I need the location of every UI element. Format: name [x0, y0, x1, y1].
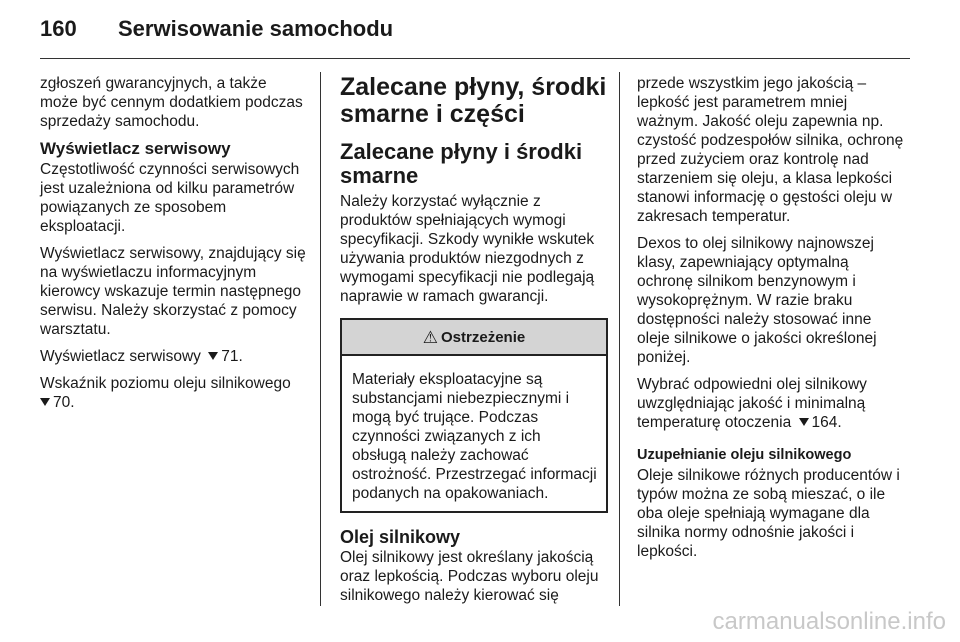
engine-oil-paragraph: Olej silnikowy jest określany jakością oraz lepkością. Podczas wyboru oleju silnikowego należy kierować się — [340, 549, 599, 604]
oil-quality-paragraph: przede wszystkim jego jakością – lepkość jest parametrem mniej ważnym. Jakość oleju zapewnia np. czystość podzespołów silnika, ochronę przed zużyciem oraz kontrolę nad starzeniem się oleju, a klasa lepkości stanowi informację o gęstości oleju w zakresach temperatur. — [637, 75, 904, 225]
warning-body: Materiały eksploatacyjne są substancjami niebezpiecznymi i mogą być trujące. Podczas czynności związanych z ich obsługą należy zachować ostrożność. Przestrzegać informacji podanych na opakowaniach. — [352, 371, 597, 502]
watermark: carmanualsonline.info — [712, 608, 946, 635]
page-ref-link[interactable]: 164. — [811, 414, 842, 431]
page-header — [40, 16, 910, 56]
column-divider-right — [619, 72, 620, 606]
page-number: 160 — [40, 16, 77, 41]
page-ref-icon — [40, 398, 50, 406]
page-ref-link[interactable]: 71. — [221, 348, 243, 365]
page-ref-icon — [799, 418, 809, 426]
warranty-paragraph: zgłoszeń gwarancyjnych, a także może być cennym dodatkiem podczas sprzedaży samochodu. — [40, 75, 303, 130]
warning-box — [340, 318, 608, 513]
subsection-heading: Zalecane płyny i środki smarne — [340, 139, 583, 188]
warning-triangle-icon: ⚠ — [422, 327, 439, 347]
page-ref-icon — [208, 352, 218, 360]
oil-level-ref — [40, 374, 308, 412]
warning-title: Ostrzeżenie — [441, 328, 526, 346]
ref-text: Wybrać odpowiedni olej silnikowy uwzględniając jakość i minimalną temperaturę otoczenia — [637, 376, 867, 431]
dexos-paragraph: Dexos to olej silnikowy najnowszej klasy, zapewniający optymalną ochronę silnikom benzynowym i wysokoprężnym. W razie braku dostępności należy stosować inne oleje silnikowe o jakości określonej poniżej. — [637, 235, 877, 366]
column-right — [637, 74, 905, 569]
column-middle — [340, 74, 608, 613]
page-ref-link[interactable]: 70. — [53, 394, 75, 411]
service-display-heading: Wyświetlacz serwisowy — [40, 139, 231, 158]
oil-selection-paragraph — [637, 375, 905, 432]
ref-text: Wyświetlacz serwisowy — [40, 348, 201, 365]
spec-paragraph: Należy korzystać wyłącznie z produktów spełniających wymogi specyfikacji. Szkody wynikłe wskutek używania produktów niezgodnych z wymogami specyfikacji nie podlegają naprawie w ramach gwarancji. — [340, 193, 595, 305]
oil-mixing-paragraph: Oleje silnikowe różnych producentów i typów można ze sobą mieszać, o ile oba oleje spełniają wymagane dla silnika normy odnośnie jakości i lepkości. — [637, 467, 900, 560]
chapter-title: Serwisowanie samochodu — [118, 16, 394, 41]
section-heading: Zalecane płyny, środki smarne i części — [340, 73, 607, 128]
oil-topup-heading: Uzupełnianie oleju silnikowego — [637, 447, 852, 463]
header-rule — [40, 58, 910, 59]
engine-oil-heading: Olej silnikowy — [340, 527, 461, 547]
ref-text: Wskaźnik poziomu oleju silnikowego — [40, 375, 291, 392]
service-frequency-paragraph: Częstotliwość czynności serwisowych jest uzależniona od kilku parametrów powiązanych ze sposobem eksploatacji. — [40, 161, 300, 235]
warning-header — [342, 320, 606, 356]
service-display-paragraph: Wyświetlacz serwisowy, znajdujący się na wyświetlaczu informacyjnym kierowcy wskazuje termin następnego serwisu. Należy skorzystać z pomocy warsztatu. — [40, 245, 306, 338]
service-display-ref — [40, 347, 308, 366]
column-left — [40, 74, 308, 420]
column-divider-left — [320, 72, 321, 606]
